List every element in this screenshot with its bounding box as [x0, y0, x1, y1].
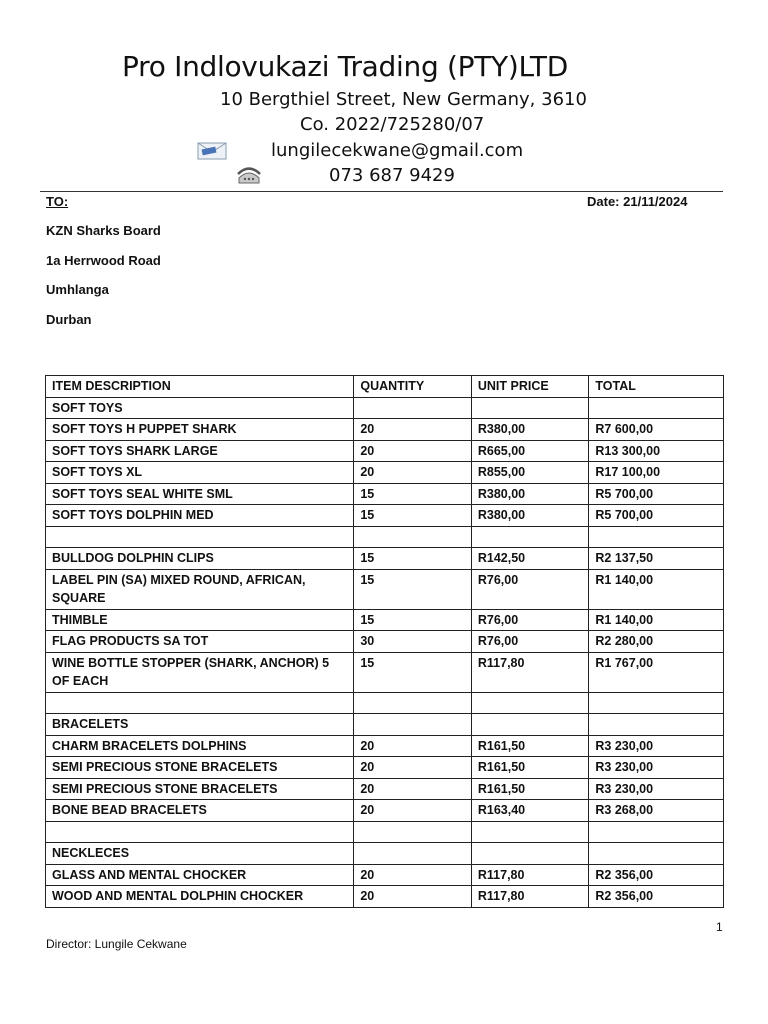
- quantity-cell: [354, 714, 472, 736]
- unit-price-cell: R161,50: [471, 757, 589, 779]
- invoice-date: Date: 21/11/2024: [587, 194, 688, 209]
- total-cell: [589, 714, 724, 736]
- unit-price-cell: R117,80: [471, 864, 589, 886]
- quantity-cell: 20: [354, 419, 472, 441]
- recipient-line: Durban: [46, 312, 92, 327]
- item-description-cell: SOFT TOYS H PUPPET SHARK: [46, 419, 354, 441]
- unit-price-cell: R163,40: [471, 800, 589, 822]
- unit-price-cell: [471, 692, 589, 714]
- total-cell: R2 137,50: [589, 548, 724, 570]
- quantity-cell: 20: [354, 757, 472, 779]
- item-description-cell: LABEL PIN (SA) MIXED ROUND, AFRICAN, SQUARE: [46, 569, 354, 609]
- table-row: [46, 548, 724, 570]
- item-description-cell: [46, 526, 354, 548]
- unit-price-cell: R76,00: [471, 631, 589, 653]
- table-row: [46, 526, 724, 548]
- header-divider: [40, 191, 723, 192]
- unit-price-cell: [471, 714, 589, 736]
- item-description-cell: [46, 821, 354, 843]
- item-description-cell: CHARM BRACELETS DOLPHINS: [46, 735, 354, 757]
- quantity-cell: 15: [354, 652, 472, 692]
- item-description-cell: SEMI PRECIOUS STONE BRACELETS: [46, 757, 354, 779]
- item-description-cell: SEMI PRECIOUS STONE BRACELETS: [46, 778, 354, 800]
- table-row: [46, 652, 724, 692]
- table-row: [46, 440, 724, 462]
- item-description-cell: SOFT TOYS DOLPHIN MED: [46, 505, 354, 527]
- header-total: TOTAL: [589, 376, 724, 398]
- header-unit-price: UNIT PRICE: [471, 376, 589, 398]
- total-cell: R2 280,00: [589, 631, 724, 653]
- quantity-cell: [354, 821, 472, 843]
- recipient-line: Umhlanga: [46, 282, 109, 297]
- total-cell: R13 300,00: [589, 440, 724, 462]
- total-cell: R5 700,00: [589, 505, 724, 527]
- item-description-cell: FLAG PRODUCTS SA TOT: [46, 631, 354, 653]
- table-row: [46, 821, 724, 843]
- unit-price-cell: R161,50: [471, 778, 589, 800]
- total-cell: [589, 821, 724, 843]
- table-row: [46, 692, 724, 714]
- table-row: [46, 800, 724, 822]
- unit-price-cell: [471, 526, 589, 548]
- quantity-cell: 15: [354, 548, 472, 570]
- item-description-cell: BRACELETS: [46, 714, 354, 736]
- unit-price-cell: R117,80: [471, 886, 589, 908]
- total-cell: R3 230,00: [589, 735, 724, 757]
- table-row: [46, 757, 724, 779]
- unit-price-cell: R76,00: [471, 609, 589, 631]
- total-cell: R2 356,00: [589, 864, 724, 886]
- item-description-cell: WOOD AND MENTAL DOLPHIN CHOCKER: [46, 886, 354, 908]
- item-description-cell: SOFT TOYS XL: [46, 462, 354, 484]
- total-cell: R3 230,00: [589, 778, 724, 800]
- item-description-cell: THIMBLE: [46, 609, 354, 631]
- company-email[interactable]: lungilecekwane@gmail.com: [271, 140, 524, 161]
- item-description-cell: [46, 692, 354, 714]
- quantity-cell: [354, 526, 472, 548]
- director-name: Director: Lungile Cekwane: [46, 937, 187, 951]
- total-cell: [589, 843, 724, 865]
- item-description-cell: SOFT TOYS: [46, 397, 354, 419]
- item-description-cell: SOFT TOYS SEAL WHITE SML: [46, 483, 354, 505]
- unit-price-cell: R380,00: [471, 419, 589, 441]
- unit-price-cell: R76,00: [471, 569, 589, 609]
- recipient-line: 1a Herrwood Road: [46, 253, 161, 268]
- envelope-icon: [197, 140, 227, 160]
- unit-price-cell: R380,00: [471, 505, 589, 527]
- table-row: [46, 483, 724, 505]
- unit-price-cell: [471, 843, 589, 865]
- total-cell: R1 140,00: [589, 609, 724, 631]
- quantity-cell: [354, 692, 472, 714]
- table-row: [46, 843, 724, 865]
- table-row: [46, 462, 724, 484]
- items-table: [45, 375, 724, 908]
- table-body: [46, 397, 724, 907]
- quantity-cell: 20: [354, 462, 472, 484]
- total-cell: [589, 397, 724, 419]
- total-cell: R3 230,00: [589, 757, 724, 779]
- total-cell: R5 700,00: [589, 483, 724, 505]
- unit-price-cell: [471, 821, 589, 843]
- quantity-cell: 15: [354, 609, 472, 631]
- quantity-cell: 20: [354, 886, 472, 908]
- company-name: Pro Indlovukazi Trading (PTY)LTD: [122, 50, 568, 83]
- table-row: [46, 419, 724, 441]
- to-label: TO:: [46, 194, 69, 209]
- quantity-cell: 15: [354, 569, 472, 609]
- total-cell: [589, 526, 724, 548]
- table-row: [46, 609, 724, 631]
- total-cell: R17 100,00: [589, 462, 724, 484]
- quantity-cell: [354, 397, 472, 419]
- item-description-cell: GLASS AND MENTAL CHOCKER: [46, 864, 354, 886]
- quantity-cell: 30: [354, 631, 472, 653]
- unit-price-cell: [471, 397, 589, 419]
- unit-price-cell: R117,80: [471, 652, 589, 692]
- unit-price-cell: R380,00: [471, 483, 589, 505]
- unit-price-cell: R665,00: [471, 440, 589, 462]
- table-row: [46, 735, 724, 757]
- quantity-cell: 20: [354, 778, 472, 800]
- table-row: [46, 778, 724, 800]
- recipient-line: KZN Sharks Board: [46, 223, 161, 238]
- unit-price-cell: R855,00: [471, 462, 589, 484]
- quantity-cell: 20: [354, 735, 472, 757]
- table-header-row: [46, 376, 724, 398]
- table-row: [46, 631, 724, 653]
- table-row: [46, 714, 724, 736]
- table-row: [46, 569, 724, 609]
- item-description-cell: SOFT TOYS SHARK LARGE: [46, 440, 354, 462]
- quantity-cell: 15: [354, 483, 472, 505]
- quantity-cell: 15: [354, 505, 472, 527]
- quantity-cell: 20: [354, 864, 472, 886]
- item-description-cell: BULLDOG DOLPHIN CLIPS: [46, 548, 354, 570]
- unit-price-cell: R161,50: [471, 735, 589, 757]
- header-item-description: ITEM DESCRIPTION: [46, 376, 354, 398]
- company-phone: 073 687 9429: [329, 165, 455, 186]
- unit-price-cell: R142,50: [471, 548, 589, 570]
- table-row: [46, 886, 724, 908]
- quantity-cell: 20: [354, 800, 472, 822]
- quantity-cell: 20: [354, 440, 472, 462]
- company-registration: Co. 2022/725280/07: [300, 114, 485, 135]
- table-row: [46, 505, 724, 527]
- quantity-cell: [354, 843, 472, 865]
- table-row: [46, 397, 724, 419]
- header-quantity: QUANTITY: [354, 376, 472, 398]
- total-cell: R3 268,00: [589, 800, 724, 822]
- company-address: 10 Bergthiel Street, New Germany, 3610: [220, 89, 587, 110]
- telephone-icon: [236, 164, 262, 186]
- total-cell: [589, 692, 724, 714]
- total-cell: R2 356,00: [589, 886, 724, 908]
- item-description-cell: BONE BEAD BRACELETS: [46, 800, 354, 822]
- table-row: [46, 864, 724, 886]
- page-number: 1: [716, 920, 723, 934]
- total-cell: R7 600,00: [589, 419, 724, 441]
- total-cell: R1 767,00: [589, 652, 724, 692]
- item-description-cell: WINE BOTTLE STOPPER (SHARK, ANCHOR) 5 OF EACH: [46, 652, 354, 692]
- total-cell: R1 140,00: [589, 569, 724, 609]
- item-description-cell: NECKLECES: [46, 843, 354, 865]
